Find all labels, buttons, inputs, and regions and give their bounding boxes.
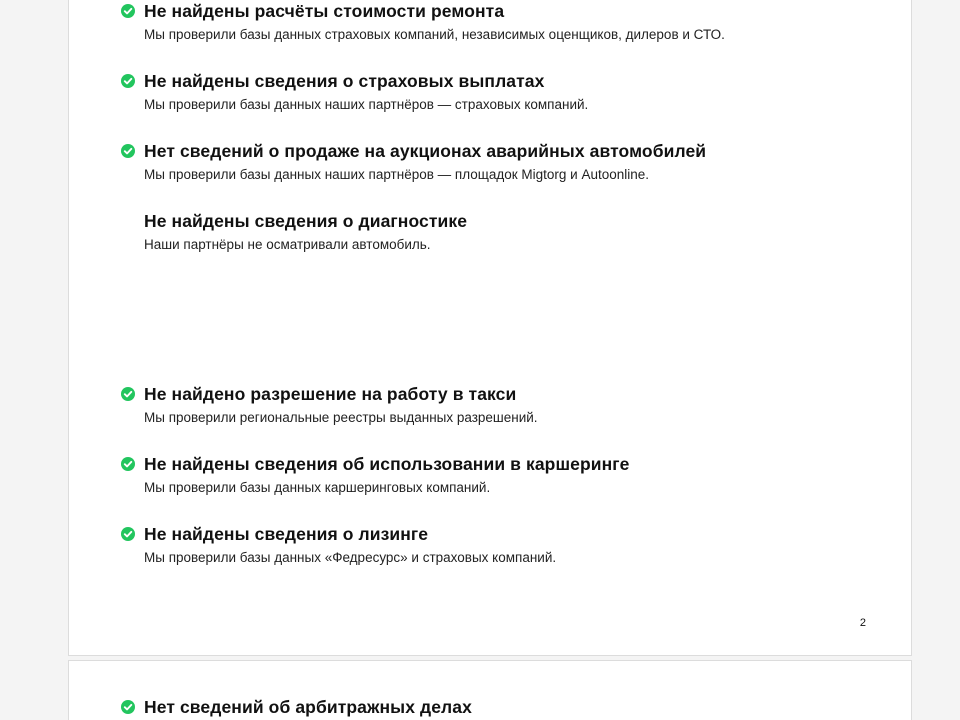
check-circle-icon [121, 387, 135, 401]
check-circle-icon [121, 527, 135, 541]
item-title: Не найдены расчёты стоимости ремонта [144, 0, 505, 21]
item-title: Не найдены сведения о страховых выплатах [144, 70, 545, 91]
check-circle-icon [121, 457, 135, 471]
report-page-next [68, 660, 912, 720]
item-description: Мы проверили базы данных страховых компаний, независимых оценщиков, дилеров и СТО. [144, 27, 725, 42]
item-title-row [121, 523, 901, 545]
page-number: 2 [859, 617, 866, 629]
item-title-row [121, 696, 901, 718]
item-description: Мы проверили базы данных «Федресурс» и страховых компаний. [144, 550, 557, 565]
check-circle-icon [121, 4, 135, 18]
item-title: Не найдены сведения о диагностике [144, 210, 468, 231]
item-title-row [121, 0, 901, 22]
item-description: Мы проверили базы данных наших партнёров — страховых компаний. [144, 97, 589, 112]
check-circle-icon [121, 74, 135, 88]
check-item-leasing [121, 523, 901, 565]
item-description: Наши партнёры не осматривали автомобиль. [144, 237, 431, 252]
item-title: Нет сведений об арбитражных делах [144, 696, 472, 717]
check-item-taxi-permit [121, 383, 901, 425]
check-circle-icon [121, 700, 135, 714]
check-item-arbitration [121, 696, 901, 718]
item-title: Не найдены сведения о лизинге [144, 523, 429, 544]
item-title-row [121, 210, 901, 232]
check-item-insurance-payments [121, 70, 901, 112]
item-title: Нет сведений о продаже на аукционах аварийных автомобилей [144, 140, 707, 161]
check-item-diagnostics [121, 210, 901, 252]
item-description: Мы проверили региональные реестры выданных разрешений. [144, 410, 538, 425]
check-circle-icon [121, 144, 135, 158]
item-title-row [121, 383, 901, 405]
check-item-salvage-auctions [121, 140, 901, 182]
check-item-repair-estimates [121, 0, 901, 42]
item-title-row [121, 453, 901, 475]
item-title-row [121, 70, 901, 92]
item-title: Не найдены сведения об использовании в каршеринге [144, 453, 630, 474]
item-title-row [121, 140, 901, 162]
item-description: Мы проверили базы данных каршеринговых компаний. [144, 480, 491, 495]
check-item-carsharing [121, 453, 901, 495]
item-description: Мы проверили базы данных наших партнёров — площадок Migtorg и Autoonline. [144, 167, 650, 182]
item-title: Не найдено разрешение на работу в такси [144, 383, 517, 404]
report-page [68, 0, 912, 656]
